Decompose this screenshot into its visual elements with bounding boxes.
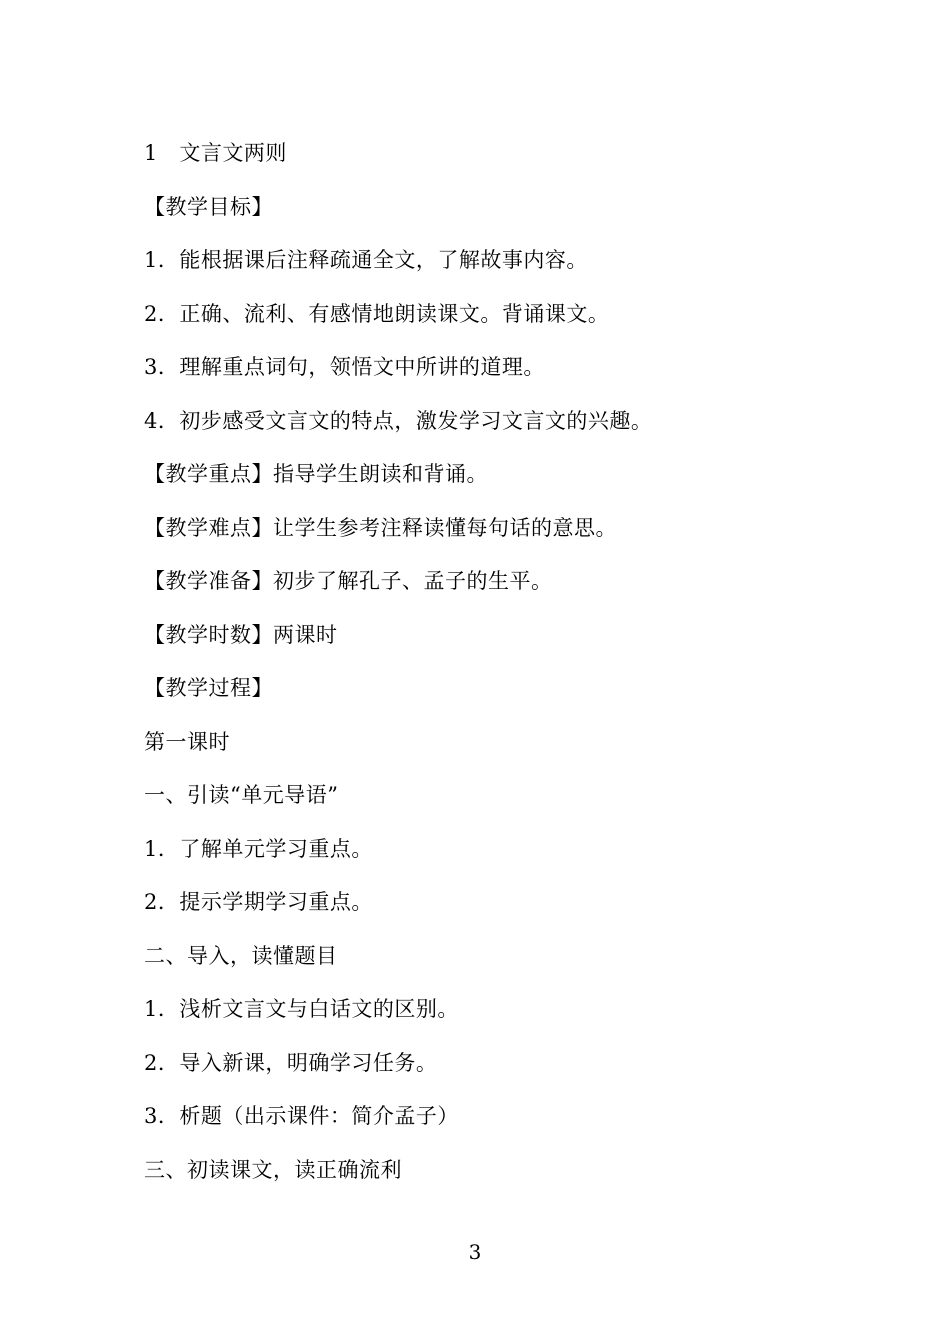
step-item: 2．导入新课，明确学习任务。	[144, 1050, 438, 1075]
step-item: 3．析题（出示课件：简介孟子）	[144, 1104, 459, 1128]
step-heading: 三、初读课文，读正确流利	[144, 1157, 402, 1182]
teaching-focus: 【教学重点】指导学生朗读和背诵。	[144, 462, 488, 486]
step-item: 1．浅析文言文与白话文的区别。	[144, 997, 459, 1021]
teaching-hours: 【教学时数】两课时	[144, 622, 338, 647]
lesson-period-heading: 第一课时	[144, 729, 230, 754]
teaching-difficulty: 【教学难点】让学生参考注释读懂每句话的意思。	[144, 515, 617, 540]
lesson-title: 1 文言文两则	[144, 141, 287, 165]
step-heading: 二、导入，读懂题目	[144, 943, 338, 968]
step-item: 1．了解单元学习重点。	[144, 836, 373, 861]
section-heading-teaching-goals: 【教学目标】	[144, 194, 273, 219]
goal-item: 3．理解重点词句，领悟文中所讲的道理。	[144, 355, 545, 379]
section-heading-teaching-process: 【教学过程】	[144, 676, 273, 700]
teaching-preparation: 【教学准备】初步了解孔子、孟子的生平。	[144, 569, 553, 593]
page-number: 3	[468, 1240, 482, 1264]
goal-item: 4．初步感受文言文的特点，激发学习文言文的兴趣。	[144, 408, 653, 433]
goal-item: 1．能根据课后注释疏通全文，了解故事内容。	[144, 248, 588, 272]
document-body	[144, 133, 824, 1203]
step-heading: 一、引读“单元导语”	[144, 783, 339, 807]
goal-item: 2．正确、流利、有感情地朗读课文。背诵课文。	[144, 301, 610, 326]
step-item: 2．提示学期学习重点。	[144, 890, 373, 914]
